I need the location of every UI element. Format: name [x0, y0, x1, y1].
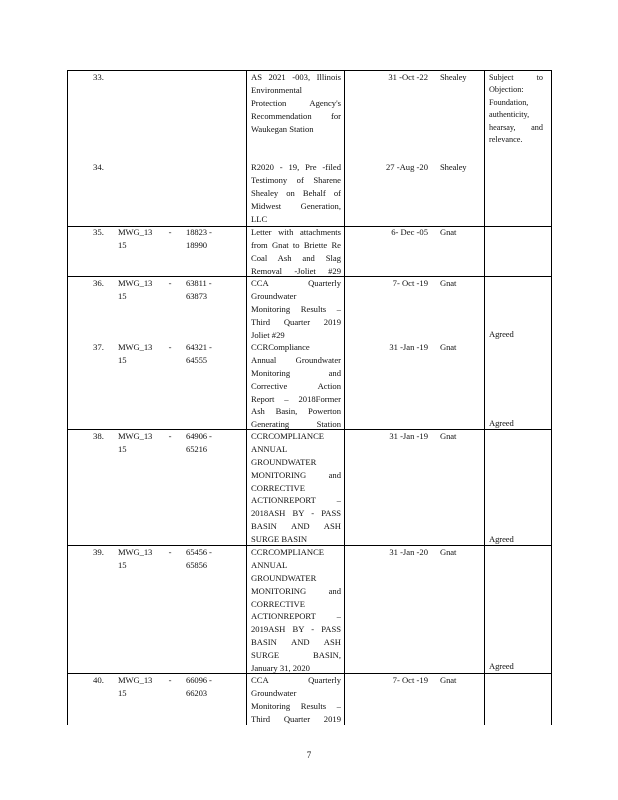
bates-end: 63873 — [186, 291, 207, 301]
exhibit-date: 31 -Jan -19 — [389, 342, 428, 352]
sponsoring-witness: Gnat — [440, 227, 457, 237]
exhibit-date: 31 -Jan -20 — [389, 547, 428, 557]
bates-prefix-suffix: 15 — [118, 291, 127, 301]
exhibit-number: 35. — [93, 227, 104, 237]
exhibit-description: Letter with attachments from Gnat to Briette Re Coal Ash and Slag Removal -Joliet #29 — [251, 227, 341, 276]
column-divider-objection-left — [484, 70, 485, 725]
exhibit-description: CCRCOMPLIANCE ANNUAL GROUNDWATER MONITORING and CORRECTIVE ACTIONREPORT – 2018ASH BY - PASS BASIN AND ASH SURGE BASIN — [251, 431, 341, 545]
column-divider-description-right — [344, 70, 345, 725]
sponsoring-witness: Gnat — [440, 431, 457, 441]
exhibit-number: 39. — [93, 547, 104, 557]
exhibit-description: AS 2021 -003, Illinois Environmental Protection Agency's Recommendation for Waukegan Station — [251, 72, 341, 134]
exhibit-date: 27 -Aug -20 — [385, 162, 428, 172]
objection-status: Agreed — [489, 534, 514, 544]
column-divider-description-left — [246, 70, 247, 725]
exhibit-description: CCA Quarterly Groundwater Monitoring Results – Third Quarter 2019 Joliet #29 — [251, 278, 341, 340]
objection-status: Agreed — [489, 329, 514, 339]
exhibit-date: 7- Oct -19 — [392, 675, 428, 685]
exhibit-number: 36. — [93, 278, 104, 288]
objection-status: Agreed — [489, 661, 514, 671]
table-border-right — [551, 70, 552, 725]
objection-status: Subject to Objection: Foundation, authenticity, hearsay, and relevance. — [489, 73, 543, 144]
exhibit-number: 38. — [93, 431, 104, 441]
exhibit-number: 37. — [93, 342, 104, 352]
bates-start: 64906 - — [186, 431, 212, 441]
bates-start: 65456 - — [186, 547, 212, 557]
sponsoring-witness: Shealey — [440, 162, 467, 172]
sponsoring-witness: Gnat — [440, 278, 457, 288]
exhibit-description: R2020 - 19, Pre -filed Testimony of Sharene Shealey on Behalf of Midwest Generation, LLC — [251, 162, 341, 224]
bates-prefix-suffix: 15 — [118, 560, 127, 570]
bates-end: 65216 — [186, 444, 207, 454]
exhibit-date: 31 -Oct -22 — [388, 72, 428, 82]
bates-end: 65856 — [186, 560, 207, 570]
bates-prefix: MWG_13 - — [118, 342, 172, 352]
exhibit-number: 33. — [93, 72, 104, 82]
exhibit-date: 7- Oct -19 — [392, 278, 428, 288]
exhibit-description: CCRCompliance Annual Groundwater Monitoring and Corrective Action Report – 2018Former Ash Basin, Powerton Generating Station — [251, 342, 341, 430]
bates-prefix: MWG_13 - — [118, 431, 172, 441]
exhibit-date: 6- Dec -05 — [391, 227, 428, 237]
sponsoring-witness: Gnat — [440, 675, 457, 685]
exhibit-description: CCRCOMPLIANCE ANNUAL GROUNDWATER MONITORING and CORRECTIVE ACTIONREPORT – 2019ASH BY - PASS BASIN AND ASH SURGE BASIN, January 31, 2020 — [251, 547, 341, 674]
bates-end: 18990 — [186, 240, 207, 250]
bates-start: 18823 - — [186, 227, 212, 237]
bates-prefix-suffix: 15 — [118, 240, 127, 250]
bates-start: 63811 - — [186, 278, 212, 288]
exhibit-number: 34. — [93, 162, 104, 172]
objection-status: Agreed — [489, 418, 514, 428]
sponsoring-witness: Shealey — [440, 72, 467, 82]
bates-prefix: MWG_13 - — [118, 227, 172, 237]
bates-prefix: MWG_13 - — [118, 675, 172, 685]
table-border-left — [67, 70, 68, 725]
bates-prefix-suffix: 15 — [118, 444, 127, 454]
bates-prefix: MWG_13 - — [118, 278, 172, 288]
exhibit-description: CCA Quarterly Groundwater Monitoring Results – Third Quarter 2019 — [251, 675, 341, 724]
sponsoring-witness: Gnat — [440, 547, 457, 557]
bates-end: 64555 — [186, 355, 207, 365]
exhibit-date: 31 -Jan -19 — [389, 431, 428, 441]
exhibit-number: 40. — [93, 675, 104, 685]
bates-start: 64321 - — [186, 342, 212, 352]
page-number: 7 — [306, 750, 312, 760]
bates-prefix-suffix: 15 — [118, 688, 127, 698]
bates-end: 66203 — [186, 688, 207, 698]
bates-prefix-suffix: 15 — [118, 355, 127, 365]
bates-prefix: MWG_13 - — [118, 547, 172, 557]
bates-start: 66096 - — [186, 675, 212, 685]
sponsoring-witness: Gnat — [440, 342, 457, 352]
